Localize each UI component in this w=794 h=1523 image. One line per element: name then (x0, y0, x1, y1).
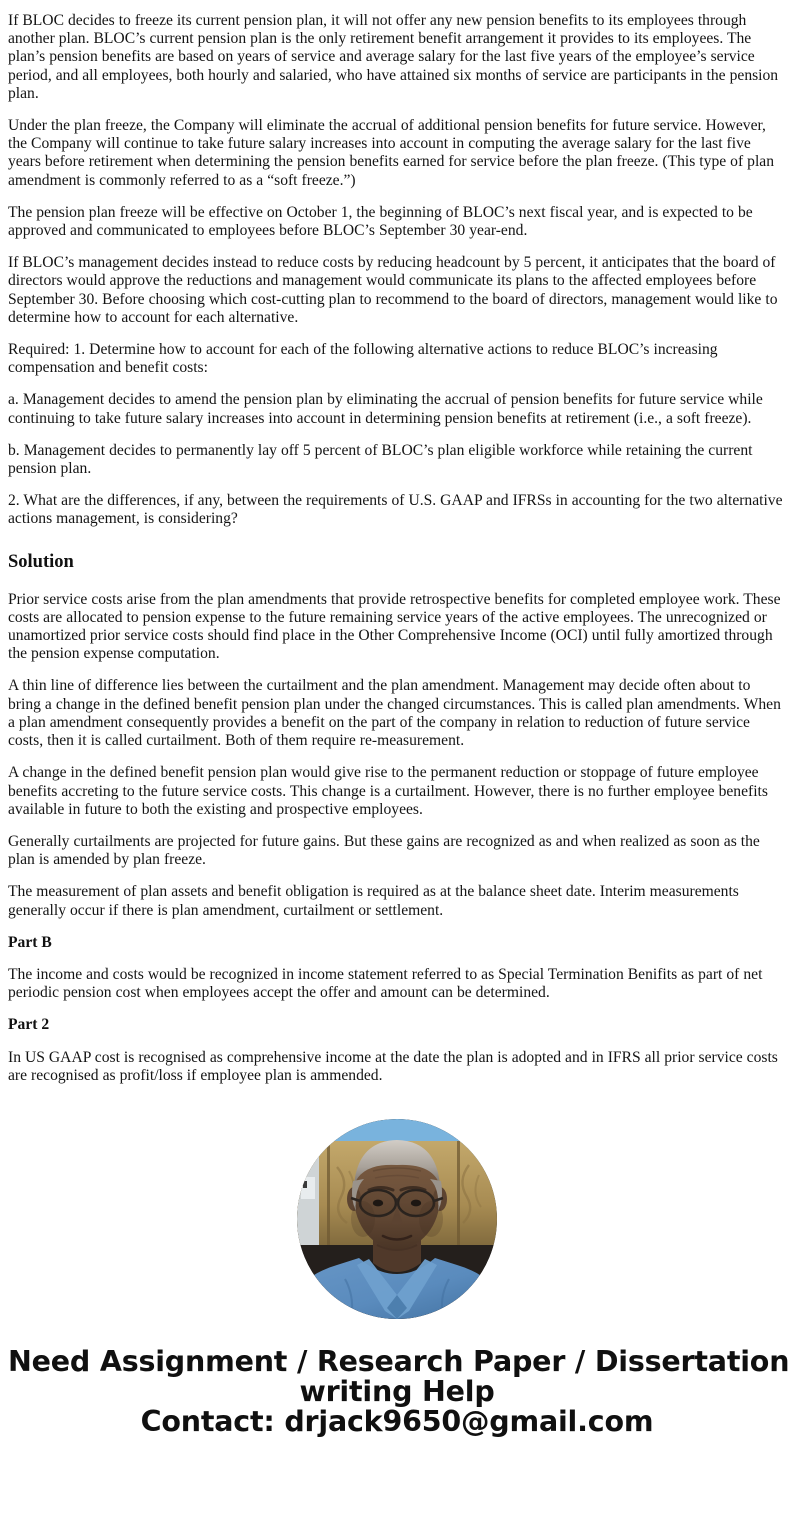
question-paragraph-4: If BLOC’s management decides instead to reduce costs by reducing headcount by 5 percent, it anticipates that the board of directors would approve the reductions and management would communicate its plans to the affected employees before September 30. Before choosing which cost-cutting plan to recommend to the board of directors, management would like to determine how to account for each alternative. (8, 254, 778, 326)
solution-paragraph-3: A change in the defined benefit pension plan would give rise to the permanent reduction or stoppage of future employee benefits accreting to the future service costs. This change is a curtailment. However, there is no further employee benefits available in future to both the existing and prospective employees. (8, 764, 768, 818)
part-b-body: The income and costs would be recognized in income statement referred to as Special Termination Benifits as part of net periodic pension cost when employees accept the offer and amount can be determined. (8, 965, 763, 1002)
solution-heading: Solution (8, 551, 74, 572)
part-2-body: In US GAAP cost is recognised as comprehensive income at the date the plan is adopted and in IFRS all prior service costs are recognised as profit/loss if employee plan is ammended. (8, 1048, 778, 1084)
solution-section (8, 551, 786, 1085)
required-item-b: b. Management decides to permanently lay off 5 percent of BLOC’s plan eligible workforce while retaining the current pension plan. (8, 441, 753, 478)
solution-paragraph-2: A thin line of difference lies between the curtailment and the plan amendment. Management may decide often about to bring a change in the defined benefit pension plan under the changed circumstances. This is called plan amendments. When a plan amendment consequently provides a benefit on the part of the company in relation to reduction of future service costs, then it is called curtailment. Both of them require re-measurement. (8, 677, 781, 750)
promo-line-2: writing Help (299, 1374, 495, 1408)
solution-paragraph-4: Generally curtailments are projected for future gains. But these gains are recognized as and when realized as soon as the plan is amended by plan freeze. (8, 832, 760, 869)
solution-paragraph-1: Prior service costs arise from the plan amendments that provide retrospective benefits for completed employee work. These costs are allocated to pension expense to the future remaining service years of the active employees. The unrecognized or unamortized prior service costs should find place in the Other Comprehensive Income (OCI) until fully amortized through the pension expense computation. (8, 590, 781, 663)
promo-banner (8, 1344, 790, 1461)
required-item-a: a. Management decides to amend the pension plan by eliminating the accrual of pension benefits for future service while continuing to take future salary increases into account in determining pension benefits at retirement (i.e., a soft freeze). (8, 391, 763, 427)
solution-paragraph-5: The measurement of plan assets and benefit obligation is required as at the balance sheet date. Interim measurements generally occur if there is plan amendment, curtailment or settlement. (8, 883, 739, 919)
promo-contact-email: Contact: drjack9650@gmail.com (140, 1404, 654, 1438)
question-section (8, 12, 786, 529)
avatar (297, 1119, 497, 1319)
required-intro: Required: 1. Determine how to account for each of the following alternative actions to reduce BLOC’s increasing compensation and benefit costs: (8, 341, 718, 377)
question-paragraph-3: The pension plan freeze will be effective on October 1, the beginning of BLOC’s next fiscal year, and is expected to be approved and communicated to employees before BLOC’s September 30 year-end. (8, 203, 753, 240)
promo-line-1: Need Assignment / Research Paper / Dissertation (8, 1344, 790, 1378)
question-paragraph-2: Under the plan freeze, the Company will eliminate the accrual of additional pension benefits for future service. However, the Company will continue to take future salary increases into account in computing the average salary for the last five years before retirement when determining the pension benefits earned for service before the plan freeze. (This type of plan amendment is commonly referred to as a “soft freeze.”) (8, 117, 774, 189)
avatar-portrait-image (297, 1119, 497, 1319)
required-item-2: 2. What are the differences, if any, between the requirements of U.S. GAAP and IFRSs in accounting for the two alternative actions management, is considering? (8, 492, 783, 528)
part-b-heading: Part B (8, 933, 52, 951)
avatar-block (8, 1119, 786, 1319)
part-2-heading: Part 2 (8, 1016, 50, 1034)
question-paragraph-1: If BLOC decides to freeze its current pension plan, it will not offer any new pension benefits to its employees through another plan. BLOC’s current pension plan is the only retirement benefit arrangement it provides to its employees. The plan’s pension benefits are based on years of service and average salary for the last five years of the employee’s service period, and all employees, both hourly and salaried, who have attained six months of service are participants in the pension plan. (8, 12, 779, 102)
